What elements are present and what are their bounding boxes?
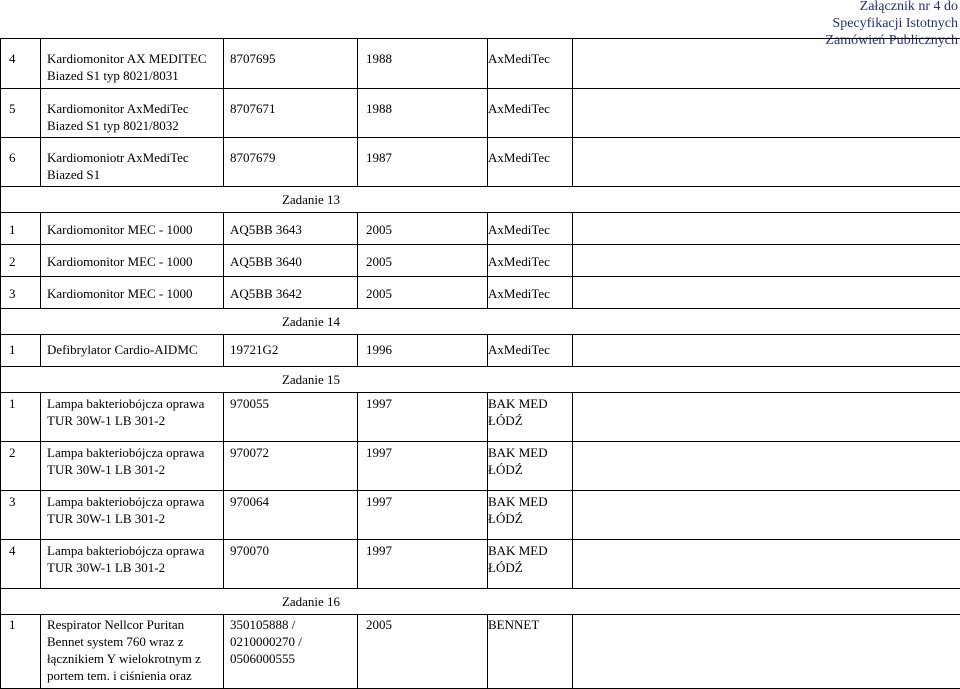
producer: BENNET	[488, 615, 573, 689]
serial-number: 19721G2	[224, 335, 358, 367]
empty-cell	[573, 39, 960, 89]
row-number: 3	[1, 491, 41, 540]
row-number: 2	[1, 442, 41, 491]
device-name: Kardiomonitor AX MEDITEC Biazed S1 typ 8021/8031	[41, 39, 224, 89]
section-header-row	[1, 187, 960, 213]
section-title: Zadanie 13	[1, 191, 621, 208]
section-header-row	[1, 309, 960, 335]
row-number: 5	[1, 89, 41, 138]
table-row	[1, 245, 960, 277]
device-name: Kardiomonitor MEC - 1000	[41, 245, 224, 277]
table-row	[1, 393, 960, 442]
producer: AxMediTec	[488, 39, 573, 89]
table-row	[1, 89, 960, 138]
producer: BAK MED ŁÓDŹ	[488, 393, 573, 442]
year: 2005	[358, 277, 488, 309]
serial-number: 970055	[224, 393, 358, 442]
section-title-cell	[1, 589, 960, 615]
empty-cell	[573, 277, 960, 309]
producer: BAK MED ŁÓDŹ	[488, 491, 573, 540]
producer: AxMediTec	[488, 213, 573, 245]
row-number: 2	[1, 245, 41, 277]
row-number: 1	[1, 393, 41, 442]
serial-number: 970064	[224, 491, 358, 540]
year: 1987	[358, 138, 488, 187]
section-title: Zadanie 15	[1, 371, 621, 388]
row-number: 4	[1, 39, 41, 89]
section-title-cell	[1, 187, 960, 213]
year: 1997	[358, 442, 488, 491]
header-note-line-1: Załącznik nr 4 do	[825, 0, 958, 15]
device-name: Kardiomonitor MEC - 1000	[41, 277, 224, 309]
table-row	[1, 213, 960, 245]
year: 1996	[358, 335, 488, 367]
serial-number: 970070	[224, 540, 358, 589]
empty-cell	[573, 89, 960, 138]
empty-cell	[573, 213, 960, 245]
section-header-row	[1, 589, 960, 615]
device-name: Kardiomonitor AxMediTec Biazed S1 typ 8021/8032	[41, 89, 224, 138]
serial-number: AQ5BB 3643	[224, 213, 358, 245]
section-title: Zadanie 14	[1, 313, 621, 330]
row-number: 6	[1, 138, 41, 187]
device-name: Lampa bakteriobójcza oprawa TUR 30W-1 LB 301-2	[41, 540, 224, 589]
device-name: Lampa bakteriobójcza oprawa TUR 30W-1 LB 301-2	[41, 491, 224, 540]
empty-cell	[573, 393, 960, 442]
table-row	[1, 39, 960, 89]
header-note-line-2: Specyfikacji Istotnych	[825, 15, 958, 32]
serial-number: AQ5BB 3642	[224, 277, 358, 309]
device-name: Lampa bakteriobójcza oprawa TUR 30W-1 LB 301-2	[41, 393, 224, 442]
row-number: 1	[1, 615, 41, 689]
serial-number: 350105888 / 0210000270 / 0506000555	[224, 615, 358, 689]
section-title-cell	[1, 367, 960, 393]
device-name: Lampa bakteriobójcza oprawa TUR 30W-1 LB 301-2	[41, 442, 224, 491]
empty-cell	[573, 245, 960, 277]
year: 2005	[358, 615, 488, 689]
device-name: Kardiomonitor MEC - 1000	[41, 213, 224, 245]
producer: AxMediTec	[488, 335, 573, 367]
empty-cell	[573, 540, 960, 589]
serial-number: 970072	[224, 442, 358, 491]
table-row	[1, 540, 960, 589]
section-header-row	[1, 367, 960, 393]
table-row	[1, 138, 960, 187]
empty-cell	[573, 442, 960, 491]
empty-cell	[573, 615, 960, 689]
year: 1997	[358, 491, 488, 540]
year: 1997	[358, 540, 488, 589]
year: 2005	[358, 213, 488, 245]
table-row	[1, 277, 960, 309]
producer: BAK MED ŁÓDŹ	[488, 442, 573, 491]
serial-number: 8707679	[224, 138, 358, 187]
section-title-cell	[1, 309, 960, 335]
table-row	[1, 491, 960, 540]
row-number: 1	[1, 335, 41, 367]
section-title: Zadanie 16	[1, 593, 621, 610]
producer: AxMediTec	[488, 89, 573, 138]
producer: AxMediTec	[488, 245, 573, 277]
producer: BAK MED ŁÓDŹ	[488, 540, 573, 589]
empty-cell	[573, 335, 960, 367]
row-number: 4	[1, 540, 41, 589]
year: 1997	[358, 393, 488, 442]
table-row	[1, 615, 960, 689]
table-row	[1, 335, 960, 367]
table-row	[1, 442, 960, 491]
header-note-line-3: Zamówień Publicznych	[825, 32, 958, 49]
empty-cell	[573, 138, 960, 187]
year: 2005	[358, 245, 488, 277]
producer: AxMediTec	[488, 277, 573, 309]
serial-number: 8707695	[224, 39, 358, 89]
empty-cell	[573, 491, 960, 540]
serial-number: 8707671	[224, 89, 358, 138]
year: 1988	[358, 39, 488, 89]
serial-number: AQ5BB 3640	[224, 245, 358, 277]
device-name: Respirator Nellcor Puritan Bennet system 760 wraz z łącznikiem Y wielokrotnym z portem tem. i ciśnienia oraz	[41, 615, 224, 689]
producer: AxMediTec	[488, 138, 573, 187]
equipment-table	[0, 38, 960, 689]
year: 1988	[358, 89, 488, 138]
row-number: 3	[1, 277, 41, 309]
row-number: 1	[1, 213, 41, 245]
device-name: Defibrylator Cardio-AIDMC	[41, 335, 224, 367]
device-name: Kardiomoniotr AxMediTec Biazed S1	[41, 138, 224, 187]
